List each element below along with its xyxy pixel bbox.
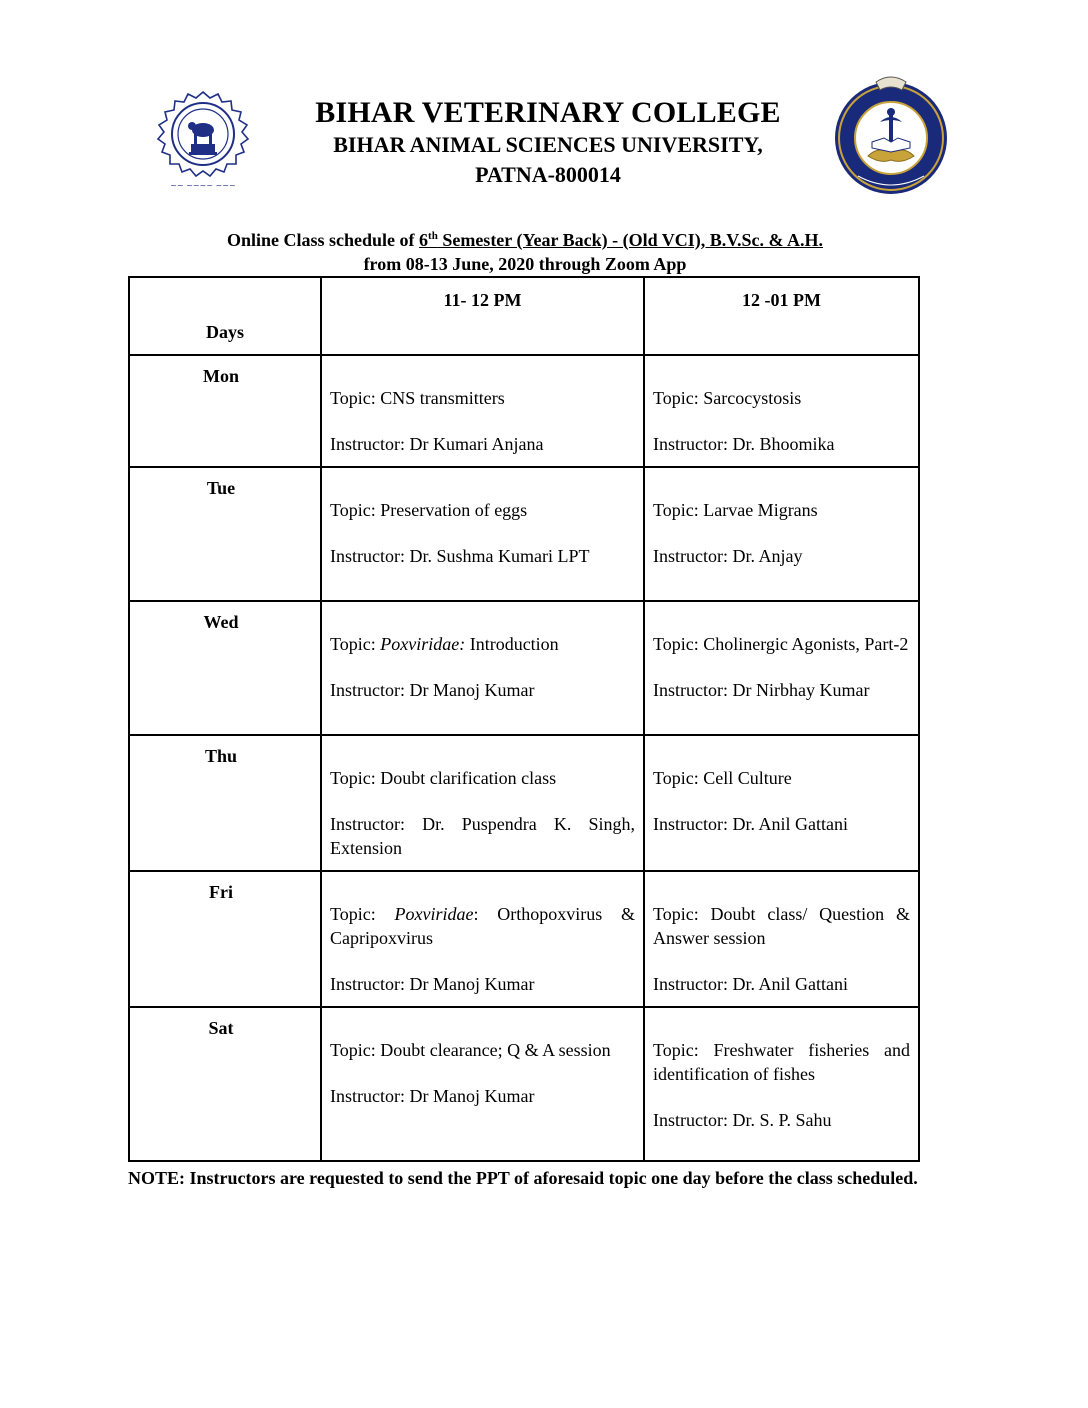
day-cell: Wed: [129, 601, 321, 735]
class-slot-2-cell: [644, 467, 919, 601]
topic-text: [653, 902, 910, 950]
header-days: Days: [129, 277, 321, 355]
schedule-title-line2: from 08-13 June, 2020 through Zoom App: [363, 254, 687, 274]
topic-text: [330, 1038, 635, 1062]
class-slot-1-cell: [321, 1007, 644, 1161]
class-slot-1-cell: [321, 467, 644, 601]
topic-text: [330, 766, 635, 790]
basu-emblem-logo-icon: [140, 88, 266, 196]
table-row: [129, 355, 919, 467]
title-rest: Semester (Year Back) - (Old VCI), B.V.Sc. & A.H.: [437, 230, 823, 250]
topic-prefix: Topic: Sarcocystosis: [653, 388, 802, 408]
topic-text: [653, 386, 910, 410]
day-cell: Thu: [129, 735, 321, 871]
topic-italic: Poxviridae:: [380, 634, 466, 654]
day-cell: Sat: [129, 1007, 321, 1161]
university-logo: [140, 88, 266, 196]
instructor-text: Instructor: Dr Manoj Kumar: [330, 680, 535, 700]
semester-number: 6: [419, 230, 429, 250]
instructor-text: Instructor: Dr Kumari Anjana: [330, 434, 544, 454]
schedule-title-line1: [130, 228, 920, 252]
class-slot-2-cell: [644, 871, 919, 1007]
instructor-text: Instructor: Dr. Anil Gattani: [653, 974, 848, 994]
topic-italic: Poxviridae: [394, 904, 474, 924]
university-name: BIHAR ANIMAL SCIENCES UNIVERSITY,: [333, 132, 763, 157]
topic-text: [653, 1038, 910, 1086]
instructor-text: Instructor: Dr. Puspendra K. Singh, Extension: [330, 814, 635, 858]
topic-text: [653, 766, 910, 790]
day-cell: Fri: [129, 871, 321, 1007]
table-row: [129, 601, 919, 735]
class-slot-1-cell: [321, 735, 644, 871]
topic-text: [653, 498, 910, 522]
instructor-note: NOTE: Instructors are requested to send the PPT of aforesaid topic one day before the class scheduled.: [128, 1168, 918, 1188]
class-slot-2-cell: [644, 735, 919, 871]
class-slot-1-cell: [321, 871, 644, 1007]
table-row: [129, 467, 919, 601]
instructor-text: Instructor: Dr. Anil Gattani: [653, 814, 848, 834]
schedule-table: [128, 276, 920, 1162]
city-postcode: PATNA-800014: [475, 162, 621, 187]
instructor-text: Instructor: Dr. S. P. Sahu: [653, 1110, 832, 1130]
class-slot-1-cell: [321, 601, 644, 735]
topic-rest: Introduction: [465, 634, 559, 654]
topic-text: [330, 386, 635, 410]
instructor-text: Instructor: Dr. Bhoomika: [653, 434, 835, 454]
title-underlined: [419, 230, 823, 250]
class-slot-2-cell: [644, 355, 919, 467]
college-name: BIHAR VETERINARY COLLEGE: [315, 96, 781, 129]
semester-ordinal: th: [428, 230, 438, 242]
table-header-row: [129, 277, 919, 355]
day-cell: Mon: [129, 355, 321, 467]
svg-text:~~ ~~~~ ~~~: ~~ ~~~~ ~~~: [170, 181, 236, 190]
table-row: [129, 871, 919, 1007]
topic-prefix: Topic: Doubt class/ Question & Answer session: [653, 904, 910, 948]
title-prefix: Online Class schedule of: [227, 230, 420, 250]
topic-text: [653, 632, 910, 656]
topic-text: [330, 632, 635, 656]
topic-rest: : Orthopoxvirus & Capripoxvirus: [330, 904, 636, 948]
class-slot-1-cell: [321, 355, 644, 467]
table-row: [129, 735, 919, 871]
topic-prefix: Topic: Doubt clarification class: [330, 768, 557, 788]
class-slot-2-cell: [644, 1007, 919, 1161]
topic-prefix: Topic:: [330, 904, 395, 924]
header-slot-1: 11- 12 PM: [321, 277, 644, 355]
topic-prefix: Topic: CNS transmitters: [330, 388, 505, 408]
topic-text: [330, 902, 635, 950]
topic-text: [330, 498, 635, 522]
class-slot-2-cell: [644, 601, 919, 735]
topic-prefix: Topic: Freshwater fisheries and identification of fishes: [653, 1040, 910, 1084]
table-row: [129, 1007, 919, 1161]
day-cell: Tue: [129, 467, 321, 601]
college-seal-logo: [828, 72, 954, 198]
instructor-text: Instructor: Dr. Sushma Kumari LPT: [330, 546, 590, 566]
header-slot-2: 12 -01 PM: [644, 277, 919, 355]
instructor-text: Instructor: Dr. Anjay: [653, 546, 803, 566]
topic-prefix: Topic: Preservation of eggs: [330, 500, 528, 520]
topic-prefix: Topic: Doubt clearance; Q & A session: [330, 1040, 611, 1060]
schedule-title: [130, 228, 920, 276]
topic-prefix: Topic:: [330, 634, 381, 654]
instructor-text: Instructor: Dr Nirbhay Kumar: [653, 680, 870, 700]
topic-prefix: Topic: Larvae Migrans: [653, 500, 818, 520]
bvc-seal-logo-icon: [828, 72, 954, 198]
topic-prefix: Topic: Cell Culture: [653, 768, 792, 788]
topic-prefix: Topic: Cholinergic Agonists, Part-2: [653, 634, 909, 654]
instructor-text: Instructor: Dr Manoj Kumar: [330, 974, 535, 994]
instructor-text: Instructor: Dr Manoj Kumar: [330, 1086, 535, 1106]
